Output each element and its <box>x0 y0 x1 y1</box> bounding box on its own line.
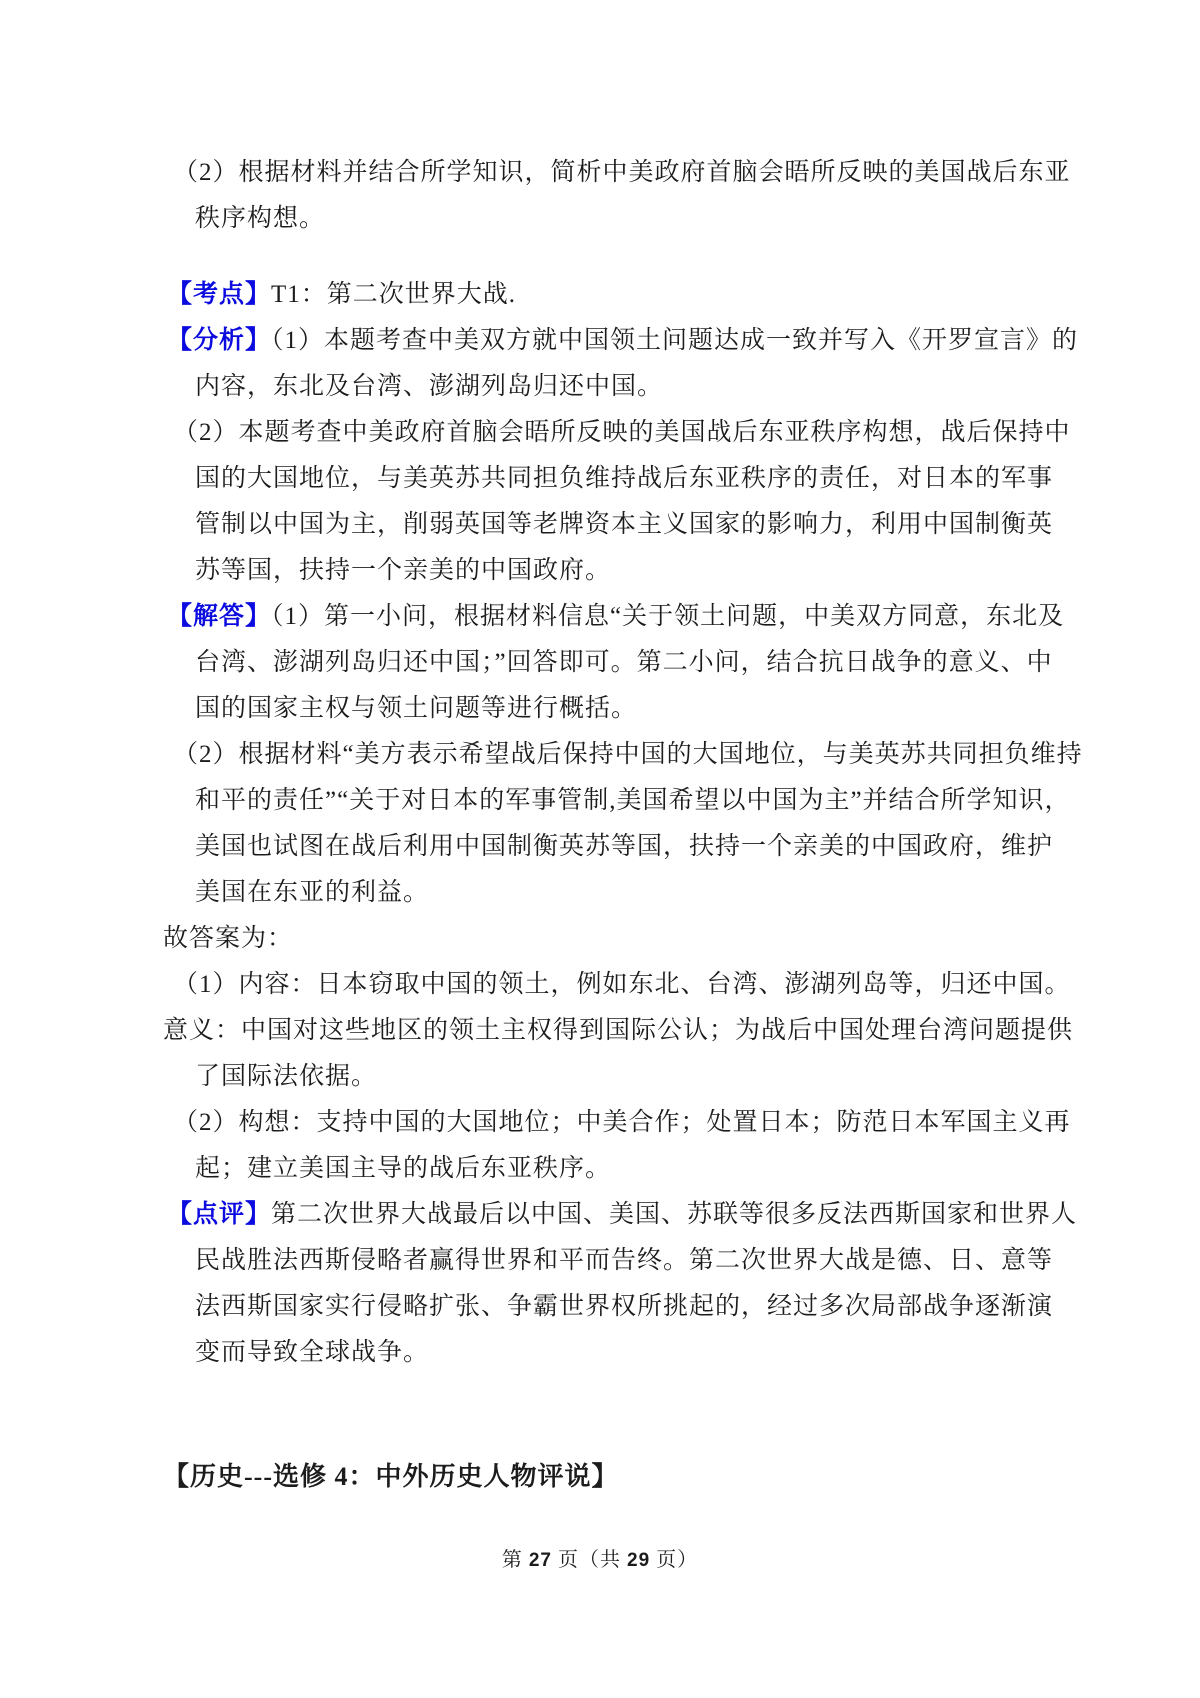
text-line: 秩序构想。 <box>195 205 326 232</box>
section-label: 【点评】 <box>167 1201 272 1228</box>
blank-line <box>163 242 1063 272</box>
text-line: （2）构想：支持中国的大国地位；中美合作；处置日本；防范日本军国主义再 <box>173 1109 1071 1136</box>
text-line: 管制以中国为主，削弱英国等老牌资本主义国家的影响力，利用中国制衡英 <box>195 511 1054 538</box>
text-line: （2）根据材料并结合所学知识，简析中美政府首脑会晤所反映的美国战后东亚 <box>173 159 1071 186</box>
total-pages: 29 <box>627 1550 651 1571</box>
footer-prefix: 第 <box>501 1549 529 1571</box>
section-label: 【分析】 <box>167 327 272 354</box>
blank-line <box>163 1376 1063 1454</box>
text-line: 故答案为： <box>163 925 294 952</box>
text-line: 起；建立美国主导的战后东亚秩序。 <box>195 1155 612 1182</box>
text-line: 【分析】（1）本题考查中美双方就中国领土问题达成一致并写入《开罗宣言》的 <box>167 327 1079 354</box>
text-line: 了国际法依据。 <box>195 1063 378 1090</box>
footer-suffix: 页） <box>650 1549 699 1571</box>
text-line: 和平的责任”“关于对日本的军事管制,美国希望以中国为主”并结合所学知识， <box>195 787 1071 814</box>
text-line: 内容，东北及台湾、澎湖列岛归还中国。 <box>195 373 664 400</box>
text-line: 台湾、澎湖列岛归还中国；”回答即可。第二小问，结合抗日战争的意义、中 <box>195 649 1053 676</box>
text-line: 国的国家主权与领土问题等进行概括。 <box>195 695 638 722</box>
text-line: 法西斯国家实行侵略扩张、争霸世界权所挑起的，经过多次局部战争逐渐演 <box>195 1293 1054 1320</box>
text-line: 【考点】T1：第二次世界大战. <box>167 281 517 308</box>
text-line: （1）内容：日本窃取中国的领土，例如东北、台湾、澎湖列岛等，归还中国。 <box>173 971 1071 998</box>
document-body <box>163 150 1083 1500</box>
text-line: 国的大国地位，与美英苏共同担负维持战后东亚秩序的责任，对日本的军事 <box>195 465 1054 492</box>
text-line: 民战胜法西斯侵略者赢得世界和平而告终。第二次世界大战是德、日、意等 <box>195 1247 1054 1274</box>
text-line: 美国在东亚的利益。 <box>195 879 430 906</box>
text-line: （2）本题考查中美政府首脑会晤所反映的美国战后东亚秩序构想，战后保持中 <box>173 419 1071 446</box>
text-line: 【点评】第二次世界大战最后以中国、美国、苏联等很多反法西斯国家和世界人 <box>167 1201 1078 1228</box>
section-label: 【解答】 <box>167 603 272 630</box>
footer-middle: 页（共 <box>552 1549 627 1571</box>
text-line: 意义：中国对这些地区的领土主权得到国际公认；为战后中国处理台湾问题提供 <box>163 1017 1074 1044</box>
text-line: （2）根据材料“美方表示希望战后保持中国的大国地位，与美英苏共同担负维持 <box>173 741 1083 768</box>
text-line: 苏等国，扶持一个亲美的中国政府。 <box>195 557 612 584</box>
section-label: 【考点】 <box>167 281 272 308</box>
page-footer <box>0 1543 1200 1572</box>
text-line: 美国也试图在战后利用中国制衡英苏等国，扶持一个亲美的中国政府，维护 <box>195 833 1054 860</box>
text-line: 【解答】（1）第一小问，根据材料信息“关于领土问题，中美双方同意，东北及 <box>167 603 1065 630</box>
section-heading: 【历史---选修 4：中外历史人物评说】 <box>163 1462 619 1491</box>
text-line: 变而导致全球战争。 <box>195 1339 430 1366</box>
page-number: 27 <box>528 1550 552 1571</box>
